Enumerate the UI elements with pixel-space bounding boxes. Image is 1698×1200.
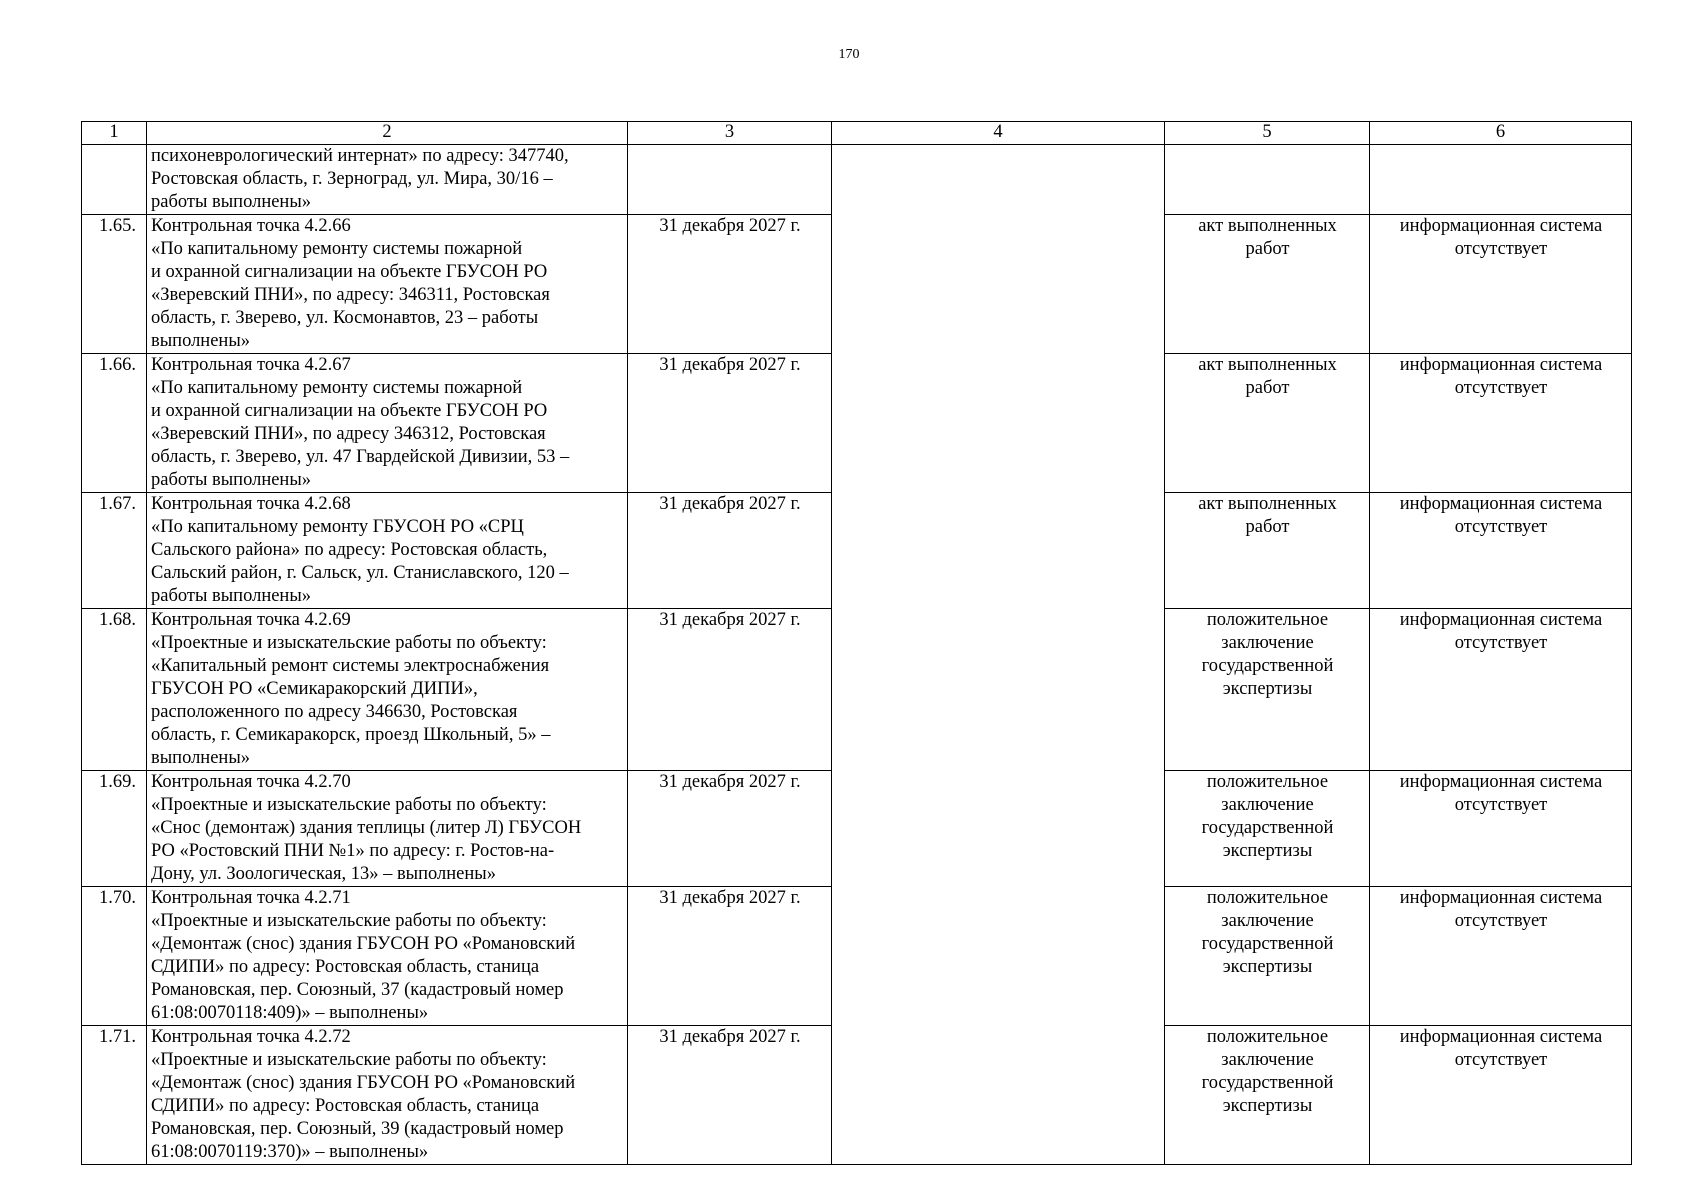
row-info-system: информационная система отсутствует xyxy=(1370,354,1632,493)
row-date: 31 декабря 2027 г. xyxy=(628,1026,832,1165)
page-number: 170 xyxy=(838,47,860,62)
row-date: 31 декабря 2027 г. xyxy=(628,609,832,771)
row-description: Контрольная точка 4.2.70 «Проектные и изыскательские работы по объекту: «Снос (демонтаж) здания теплицы (литер Л) ГБУСОН РО «Ростовский ПНИ №1» по адресу: г. Ростов-на- Дону, ул. Зоологическая, 13» – выполнены» xyxy=(147,771,628,887)
row-info-system: информационная система отсутствует xyxy=(1370,1026,1632,1165)
row-description: Контрольная точка 4.2.67 «По капитальному ремонту системы пожарной и охранной сигнализации на объекте ГБУСОН РО «Зверевский ПНИ», по адресу 346312, Ростовская область, г. Зверево, ул. 47 Гвардейской Дивизии, 53 – работы выполнены» xyxy=(147,354,628,493)
row-description: Контрольная точка 4.2.69 «Проектные и изыскательские работы по объекту: «Капитальный ремонт системы электроснабжения ГБУСОН РО «Семикаракорский ДИПИ», расположенного по адресу 346630, Ростовская область, г. Семикаракорск, проезд Школьный, 5» – выполнены» xyxy=(147,609,628,771)
row-description: Контрольная точка 4.2.66 «По капитальному ремонту системы пожарной и охранной сигнализации на объекте ГБУСОН РО «Зверевский ПНИ», по адресу: 346311, Ростовская область, г. Зверево, ул. Космонавтов, 23 – работы выполнены» xyxy=(147,215,628,354)
row-document xyxy=(1165,145,1370,215)
row-info-system: информационная система отсутствует xyxy=(1370,887,1632,1026)
row-document: положительное заключение государственной экспертизы xyxy=(1165,887,1370,1026)
row-number: 1.71. xyxy=(82,1026,147,1165)
row-description: Контрольная точка 4.2.72 «Проектные и изыскательские работы по объекту: «Демонтаж (снос) здания ГБУСОН РО «Романовский СДИПИ» по адресу: Ростовская область, станица Романовская, пер. Союзный, 39 (кадастровый номер 61:08:0070119:370)» – выполнены» xyxy=(147,1026,628,1165)
header-col-4: 4 xyxy=(832,122,1165,145)
header-col-5: 5 xyxy=(1165,122,1370,145)
header-col-1: 1 xyxy=(82,122,147,145)
row-date: 31 декабря 2027 г. xyxy=(628,215,832,354)
row-number: 1.70. xyxy=(82,887,147,1026)
row-date: 31 декабря 2027 г. xyxy=(628,771,832,887)
row-date xyxy=(628,145,832,215)
row-number: 1.67. xyxy=(82,493,147,609)
row-number: 1.66. xyxy=(82,354,147,493)
header-row xyxy=(82,122,1632,145)
header-col-2: 2 xyxy=(147,122,628,145)
row-description: Контрольная точка 4.2.71 «Проектные и изыскательские работы по объекту: «Демонтаж (снос) здания ГБУСОН РО «Романовский СДИПИ» по адресу: Ростовская область, станица Романовская, пер. Союзный, 37 (кадастровый номер 61:08:0070118:409)» – выполнены» xyxy=(147,887,628,1026)
row-date: 31 декабря 2027 г. xyxy=(628,354,832,493)
row-number: 1.69. xyxy=(82,771,147,887)
row-document: акт выполненных работ xyxy=(1165,354,1370,493)
row-document: положительное заключение государственной экспертизы xyxy=(1165,1026,1370,1165)
row-number xyxy=(82,145,147,215)
row-description: Контрольная точка 4.2.68 «По капитальному ремонту ГБУСОН РО «СРЦ Сальского района» по адресу: Ростовская область, Сальский район, г. Сальск, ул. Станиславского, 120 – работы выполнены» xyxy=(147,493,628,609)
row-document: акт выполненных работ xyxy=(1165,215,1370,354)
row-date: 31 декабря 2027 г. xyxy=(628,493,832,609)
row-number: 1.65. xyxy=(82,215,147,354)
column-4-cell xyxy=(832,145,1165,1165)
row-document: акт выполненных работ xyxy=(1165,493,1370,609)
row-description: психоневрологический интернат» по адресу: 347740, Ростовская область, г. Зерноград, ул. Мира, 30/16 – работы выполнены» xyxy=(147,145,628,215)
row-document: положительное заключение государственной экспертизы xyxy=(1165,771,1370,887)
control-points-table xyxy=(81,121,1632,1165)
row-document: положительное заключение государственной экспертизы xyxy=(1165,609,1370,771)
row-info-system: информационная система отсутствует xyxy=(1370,609,1632,771)
row-info-system xyxy=(1370,145,1632,215)
row-info-system: информационная система отсутствует xyxy=(1370,771,1632,887)
table-row xyxy=(82,145,1632,215)
row-info-system: информационная система отсутствует xyxy=(1370,215,1632,354)
header-col-3: 3 xyxy=(628,122,832,145)
row-info-system: информационная система отсутствует xyxy=(1370,493,1632,609)
row-date: 31 декабря 2027 г. xyxy=(628,887,832,1026)
row-number: 1.68. xyxy=(82,609,147,771)
header-col-6: 6 xyxy=(1370,122,1632,145)
